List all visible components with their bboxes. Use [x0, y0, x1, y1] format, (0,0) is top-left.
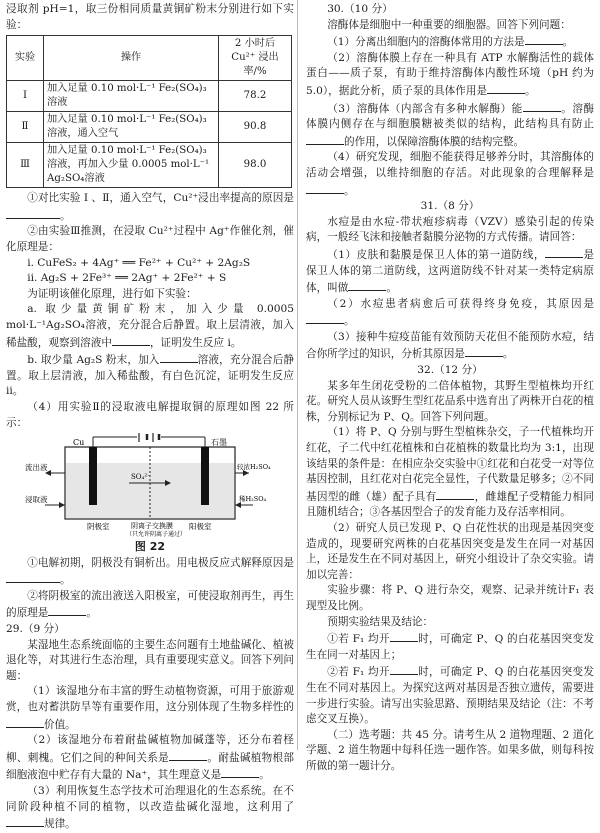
table-cell: Ⅰ [7, 81, 44, 112]
inflow-label: 浸取液 [25, 495, 48, 505]
question-text: （2）水痘患者病愈后可获得终身免疫，其原因是。 [306, 297, 594, 330]
question-text [6, 784, 294, 833]
question-text: ①电解初期，阴极没有铜析出。用电极反应式解释原因是 [27, 556, 294, 569]
right-column [306, 2, 594, 775]
question-text: ，证明发生反应 ⅰ。 [149, 336, 242, 349]
question-text [306, 630, 594, 663]
question-text: 价值。 [44, 718, 76, 731]
question-text: ②将阴极室的流出液送入阳极室，可使浸取剂再生，再生的原理是 [6, 589, 294, 620]
question-text [306, 663, 594, 727]
question-text: （2）溶酶体膜上存在一种具有 ATP 水解酶活性的载体蛋白——质子泵，有助于维持溶酶体内酸性环境（pH 约为 5.0），据此分析，质子泵的具体作用是 。 [306, 51, 594, 97]
table-cell: Ⅱ [7, 112, 44, 143]
answer-blank[interactable] [160, 351, 198, 363]
answer-blank[interactable] [436, 488, 474, 500]
question-text: 预期实验结果及结论： [327, 615, 434, 628]
answer-blank[interactable] [390, 630, 418, 642]
table-cell: 加入足量 0.10 mol·L⁻¹ Fe₂(SO₄)₃溶液，通入空气 [44, 112, 219, 143]
question-text: 时，可确定 P、Q 的白花基因突变发生在不同对基因上。为探究这两对基因是否独立遗传，需要进一步进行实验。请写出实验思路、预期结果及结论（注：不考虑交叉互换）。 [306, 666, 595, 726]
figure-caption: 图 22 [134, 540, 166, 554]
question-text: 溶液，充分混合后静置。取上层清液，加入稀盐酸，有白色沉淀，证明发生反应 ⅱ。 [6, 354, 295, 398]
graphite-label: 石墨 [211, 438, 227, 448]
answer-blank[interactable] [169, 749, 207, 761]
table-header: 操作 [44, 36, 219, 81]
table-cell: Ⅲ [7, 143, 44, 188]
question-text: 水痘是由水痘-带状疱疹病毒（VZV）感染引起的传染病，一般经飞沫和接触者黏膜分泌物的方式传播。请回答： [306, 215, 594, 244]
question-text: ①对比实验 Ⅰ 、Ⅱ，通入空气，Cu²⁺浸出率提高的原因是 [27, 192, 294, 205]
question-title-31: 31.（8 分） [420, 200, 480, 213]
answer-blank[interactable] [306, 133, 344, 145]
question-text: （2）该湿地分布着耐盐碱植物加碱蓬等，还分布着柽柳、刺槐。它们之间的种间关系是 [6, 734, 294, 764]
answer-blank[interactable] [306, 182, 344, 194]
question-text: （1）该湿地分布丰富的野生动植物资源，可用于旅游观赏，也对蓄洪防旱等有重要作用，这分别体现了生物多样性的 [6, 685, 294, 714]
question-text: 为证明该催化原理，进行如下实验： [27, 287, 197, 300]
answer-blank[interactable] [306, 312, 344, 324]
question-title-32: 32.（12 分） [417, 364, 483, 377]
graphite-electrode [201, 447, 209, 505]
left-column [6, 2, 294, 833]
answer-blank[interactable] [487, 82, 525, 94]
question-text: （3）溶酶体（内部含有多种水解酶）能 [327, 102, 523, 115]
question-text: ②若 F₁ 均开 [327, 666, 390, 679]
experiment-intro: 浸取剂 pH=1，取三份相同质量黄铜矿粉末分别进行如下实验： [6, 3, 294, 31]
inflow-arrow [59, 502, 65, 508]
equation: ⅱ. Ag₂S + 2Fe³⁺ ══ 2Ag⁺ + 2Fe²⁺ + S [27, 272, 227, 285]
question-text: 是保卫人体的第二道防线，这两道防线不针对某一类特定病原体，叫做 [306, 248, 595, 295]
question-text: ，雌雄配子受精能力相同且随机结合；③各基因型合子的发育能力及存活率相同。 [306, 490, 595, 519]
question-text: （2）该湿地分布着耐盐碱植物加碱蓬等，还分布着柽柳、刺槐。它们之间的种间关系是 。耐盐碱植物根部细胞液泡中贮存有大量的 Na⁺，其生理意义是 。 [6, 734, 295, 782]
question-text: （4）研究发现，细胞不能获得足够养分时，其溶酶体的活动会增强，以维持细胞的存活。对此现象的合理解释是 [306, 151, 594, 179]
question-text: 的作用，以保障溶酶体膜的结构完整。 [344, 135, 525, 148]
question-text: 某湿地生态系统面临的主要生态问题有土地盐碱化、植被退化等，对其进行生态治理，具有重要现实意义。回答下列问题： [6, 638, 294, 682]
question-text: ①若 F₁ 均开 [327, 633, 390, 646]
table-header: 实验 [7, 36, 44, 81]
question-text [6, 684, 294, 733]
anode-chamber-label: 阳极室 [189, 522, 212, 532]
question-text: 。溶酶体膜内侧存在与细胞膜糖被类似的结构，此结构具有防止 [306, 102, 595, 131]
equation: ⅰ. CuFeS₂ + 4Ag⁺ ══ Fe²⁺ + Cu²⁺ + 2Ag₂S [27, 256, 251, 269]
cathode-chamber-label: 阴极室 [87, 522, 110, 532]
concentrated-acid-label: 较浓H₂SO₄ [237, 463, 271, 472]
table-cell: 98.0 [219, 143, 292, 188]
question-text: （4）用实验Ⅱ的浸取液电解提取铜的原理如图 22 所示： [6, 400, 294, 429]
table-header: 2 小时后 Cu²⁺ 浸出率/% [219, 36, 292, 81]
question-text: ①电解初期，阴极没有铜析出。用电极反应式解释原因是。 [6, 556, 294, 589]
membrane-label: 阴离子交换膜 [131, 522, 173, 531]
table-row [7, 112, 292, 143]
electrolysis-diagram [25, 433, 275, 539]
question-title-30: 30.（10 分） [327, 3, 393, 15]
question-text: （1）分离出细胞内的溶酶体常用的方法是 。 [306, 33, 594, 51]
table-cell: 加入足量 0.10 mol·L⁻¹ Fe₂(SO₄)₃溶液，再加入少量 0.0005 mol·L⁻¹ Ag₂SO₄溶液 [44, 143, 219, 188]
question-text [306, 100, 594, 151]
sulfate-label: SO₄²⁻ [131, 473, 151, 482]
question-text: （4）研究发现，细胞不能获得足够养分时，其溶酶体的活动会增强，以维持细胞的存活。对此现象的合理解释是。 [306, 151, 594, 197]
question-text: a. 取少量黄铜矿粉末，加入少量 0.0005 mol·L⁻¹Ag₂SO₄溶液，充分混合后静置。取上层清液，加入稀盐酸，观察到溶液中 [6, 303, 294, 349]
question-text: （1）将 P、Q 分别与野生型植株杂交，子一代植株均开红花，子二代中红花植株和白花植株的数量比均为 3:1，出现该结果的条件是：在相应杂交实验中①红花和白花受一对等位基因控制，且红花对白花完全显性，子代数量足够多；②不同基因型的雌（雄）配子具有 [306, 426, 594, 503]
answer-blank[interactable] [6, 716, 44, 728]
table-cell: 90.8 [219, 112, 292, 143]
question-text: b. 取少量 Ag₂S 粉末，加入 [27, 354, 160, 367]
table-row [7, 143, 292, 188]
cu-electrode [89, 447, 97, 505]
question-text: ①对比实验 Ⅰ 、Ⅱ，通入空气，Cu²⁺浸出率提高的原因是。 [6, 191, 294, 224]
answer-blank[interactable] [48, 604, 86, 616]
question-title-29: 29.（9 分） [6, 623, 65, 636]
question-text: （1）分离出细胞内的溶酶体常用的方法是 [327, 36, 525, 49]
column-divider [297, 0, 298, 750]
question-text: ②将阴极室的流出液送入阳极室，可使浸取剂再生，再生的原理是 。 [6, 589, 294, 620]
table-row [7, 81, 292, 112]
outflow-label: 流出液 [25, 463, 48, 473]
answer-blank[interactable] [523, 100, 561, 112]
question-text: （2）水痘患者病愈后可获得终身免疫，其原因是 [327, 297, 594, 310]
question-text: （3）接种牛痘疫苗能有效预防天花但不能预防水痘，结合你所学过的知识，分析其原因是 [306, 330, 594, 361]
question-text: 。耐盐碱植物根部细胞液泡中贮存有大量的 Na⁺，其生理意义是 [6, 751, 295, 782]
answer-blank[interactable] [545, 246, 583, 258]
answer-blank[interactable] [525, 33, 563, 45]
question-text [6, 351, 294, 400]
table-header-row [7, 36, 292, 81]
answer-blank[interactable] [112, 334, 150, 346]
question-text [6, 302, 294, 351]
cu-label: Cu [73, 438, 85, 448]
question-text: ②由实验Ⅲ推测，在浸取 Cu²⁺过程中 Ag⁺作催化剂，催化原理是： [6, 225, 294, 253]
question-text: 实验步骤：将 P、Q 进行杂交，观察、记录并统计F₁ 表现型及比例。 [306, 584, 594, 612]
question-text: （1）皮肤和黏膜是保卫人体的第一道防线， [327, 248, 545, 261]
question-text: 规律。 [44, 818, 76, 831]
table-cell: 加入足量 0.10 mol·L⁻¹ Fe₂(SO₄)₃溶液 [44, 81, 219, 112]
answer-blank[interactable] [6, 571, 60, 583]
question-text: （2）溶酶体膜上存在一种具有 ATP 水解酶活性的载体蛋白——质子泵，有助于维持溶酶体内酸性环境（pH 约为 5.0），据此分析，质子泵的具体作用是 [306, 51, 594, 97]
question-text: （2）研究人员已发现 P、Q 白花性状的出现是基因突变造成的，现要研究两株的白花基因突变是发生在同一对基因上，还是发生在不同对基因上，研究小组设计了杂交实验。请加以完善： [306, 522, 594, 581]
question-text: 时，可确定 P、Q 的白花基因突变发生在同一对基因上； [306, 633, 595, 661]
answer-blank[interactable] [6, 815, 44, 827]
answer-blank[interactable] [221, 766, 259, 778]
dilute-acid-label: 稀H₂SO₄ [239, 495, 267, 504]
question-text: （3）接种牛痘疫苗能有效预防天花但不能预防水痘，结合你所学过的知识，分析其原因是 。 [306, 330, 594, 361]
membrane-note: （只允许阴离子通过） [126, 531, 187, 539]
table-cell: 78.2 [219, 81, 292, 112]
answer-blank[interactable] [348, 279, 386, 291]
question-text: 溶酶体是细胞中一种重要的细胞器。回答下列问题： [327, 18, 571, 31]
answer-blank[interactable] [6, 207, 60, 219]
optional-section-note: （二）选考题：共 45 分。请考生从 2 道物理题、2 道化学题、2 道生物题中每科任选一题作答。如果多做，则每科按所做的第一题计分。 [306, 728, 594, 772]
question-text: 某多年生闭花受粉的二倍体植物，其野生型植株均开红花。研究人员从该野生型红花品系中选育出了两株开白花的植株，分别标记为 P、Q。回答下列问题。 [306, 379, 594, 423]
question-text: （1）皮肤和黏膜是保卫人体的第一道防线， 是保卫人体的第二道防线，这两道防线不针对某一类特定病原体，叫做 。 [306, 246, 594, 297]
answer-blank[interactable] [465, 345, 503, 357]
question-text: （3）利用恢复生态学技术可治理退化的生态系统。在不同阶段种植不同的植物，以改造盐碱化湿地，这利用了 [6, 785, 294, 813]
question-text [306, 425, 594, 521]
answer-blank[interactable] [390, 663, 418, 675]
experiment-table [6, 35, 292, 188]
